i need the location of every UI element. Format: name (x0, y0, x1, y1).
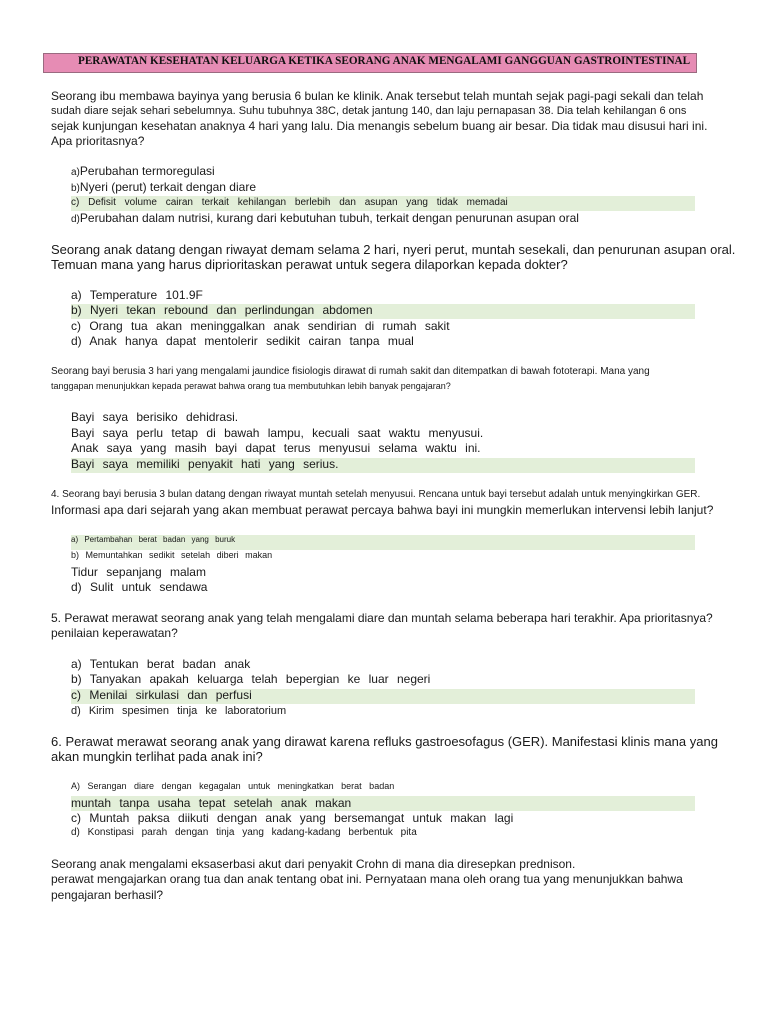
option-2: Bayi saya perlu tetap di bawah lampu, kecuali saat waktu menyusui. (71, 426, 484, 440)
question-text: 4. Seorang bayi berusia 3 bulan datang dengan riwayat muntah setelah menyusui. Rencana untuk bayi tersebut adalah untuk menyingkirkan GER. (51, 489, 701, 500)
question-text: tanggapan menunjukkan kepada perawat bahwa orang tua membutuhkan lebih banyak pengajaran? (51, 381, 451, 391)
option-c: c) Muntah paksa diikuti dengan anak yang bersemangat untuk makan lagi (71, 811, 514, 825)
question-text: Apa prioritasnya? (51, 134, 145, 148)
option-b: b) Memuntahkan sedikit setelah diberi makan (71, 550, 273, 560)
option-c: c) Orang tua akan meninggalkan anak sendirian di rumah sakit (71, 319, 450, 333)
option-a: a) Tentukan berat badan anak (71, 657, 251, 671)
question-text: sejak kunjungan kesehatan anaknya 4 hari yang lalu. Dia menangis sebelum buang air besar. Dia tidak mau disusui hari ini. (51, 119, 708, 133)
question-text: pengajaran berhasil? (51, 888, 164, 902)
option-c: c) Defisit volume cairan terkait kehilangan berlebih dan asupan yang tidak memadai (71, 197, 508, 208)
question-text: penilaian keperawatan? (51, 626, 178, 640)
question-text: perawat mengajarkan orang tua dan anak tentang obat ini. Pernyataan mana oleh orang tua yang menunjukkan bahwa (51, 872, 683, 886)
option-b: b) Tanyakan apakah keluarga telah bepergian ke luar negeri (71, 672, 431, 686)
option-c: c) Menilai sirkulasi dan perfusi (71, 688, 252, 702)
option-3: Anak saya yang masih bayi dapat terus menyusui selama waktu ini. (71, 441, 481, 455)
option-a: A) Serangan diare dengan kegagalan untuk meningkatkan berat badan (71, 781, 395, 791)
option-a: a) Temperature 101.9F (71, 288, 203, 302)
question-text: Seorang anak mengalami eksaserbasi akut dari penyakit Crohn di mana dia diresepkan prednison. (51, 857, 576, 871)
option-d: d) Anak hanya dapat mentolerir sedikit cairan tanpa mual (71, 334, 414, 348)
option-a: a)Perubahan termoregulasi (71, 164, 215, 178)
question-text: Seorang ibu membawa bayinya yang berusia 6 bulan ke klinik. Anak tersebut telah muntah sejak pagi-pagi sekali dan telah (51, 89, 704, 103)
option-d: d)Perubahan dalam nutrisi, kurang dari kebutuhan tubuh, terkait dengan penurunan asupan oral (71, 211, 579, 225)
question-text: 5. Perawat merawat seorang anak yang telah mengalami diare dan muntah selama beberapa hari terakhir. Apa prioritasnya? (51, 611, 713, 625)
question-text: Temuan mana yang harus diprioritaskan perawat untuk segera dilaporkan kepada dokter? (51, 257, 568, 272)
option-4: Bayi saya memiliki penyakit hati yang serius. (71, 457, 339, 471)
option-b: muntah tanpa usaha tepat setelah anak makan (71, 796, 352, 810)
option-a: a) Pertambahan berat badan yang buruk (71, 535, 236, 544)
question-text: 6. Perawat merawat seorang anak yang dirawat karena refluks gastroesofagus (GER). Manifestasi klinis mana yang (51, 734, 718, 749)
question-text: Informasi apa dari sejarah yang akan membuat perawat percaya bahwa bayi ini mungkin memerlukan intervensi lebih lanjut? (51, 503, 714, 517)
option-d: d) Sulit untuk sendawa (71, 580, 208, 594)
question-text: Seorang anak datang dengan riwayat demam selama 2 hari, nyeri perut, muntah sesekali, dan penurunan asupan oral. (51, 242, 736, 257)
option-1: Bayi saya berisiko dehidrasi. (71, 410, 239, 424)
option-c: Tidur sepanjang malam (71, 565, 206, 579)
question-text: Seorang bayi berusia 3 hari yang mengalami jaundice fisiologis dirawat di rumah sakit dan ditempatkan di bawah fototerapi. Mana yang (51, 366, 650, 377)
option-b: b)Nyeri (perut) terkait dengan diare (71, 180, 256, 194)
document-title: PERAWATAN KESEHATAN KELUARGA KETIKA SEORANG ANAK MENGALAMI GANGGUAN GASTROINTESTINAL (78, 55, 691, 67)
option-b: b) Nyeri tekan rebound dan perlindungan abdomen (71, 303, 373, 317)
option-d: d) Konstipasi parah dengan tinja yang kadang-kadang berbentuk pita (71, 827, 417, 838)
question-text: sudah diare sejak sehari sebelumnya. Suhu tubuhnya 38C, detak jantung 140, dan laju pernapasan 38. Dia telah kehilangan 6 ons (51, 105, 687, 117)
question-text: akan mungkin terlihat pada anak ini? (51, 749, 263, 764)
option-d: d) Kirim spesimen tinja ke laboratorium (71, 705, 287, 717)
